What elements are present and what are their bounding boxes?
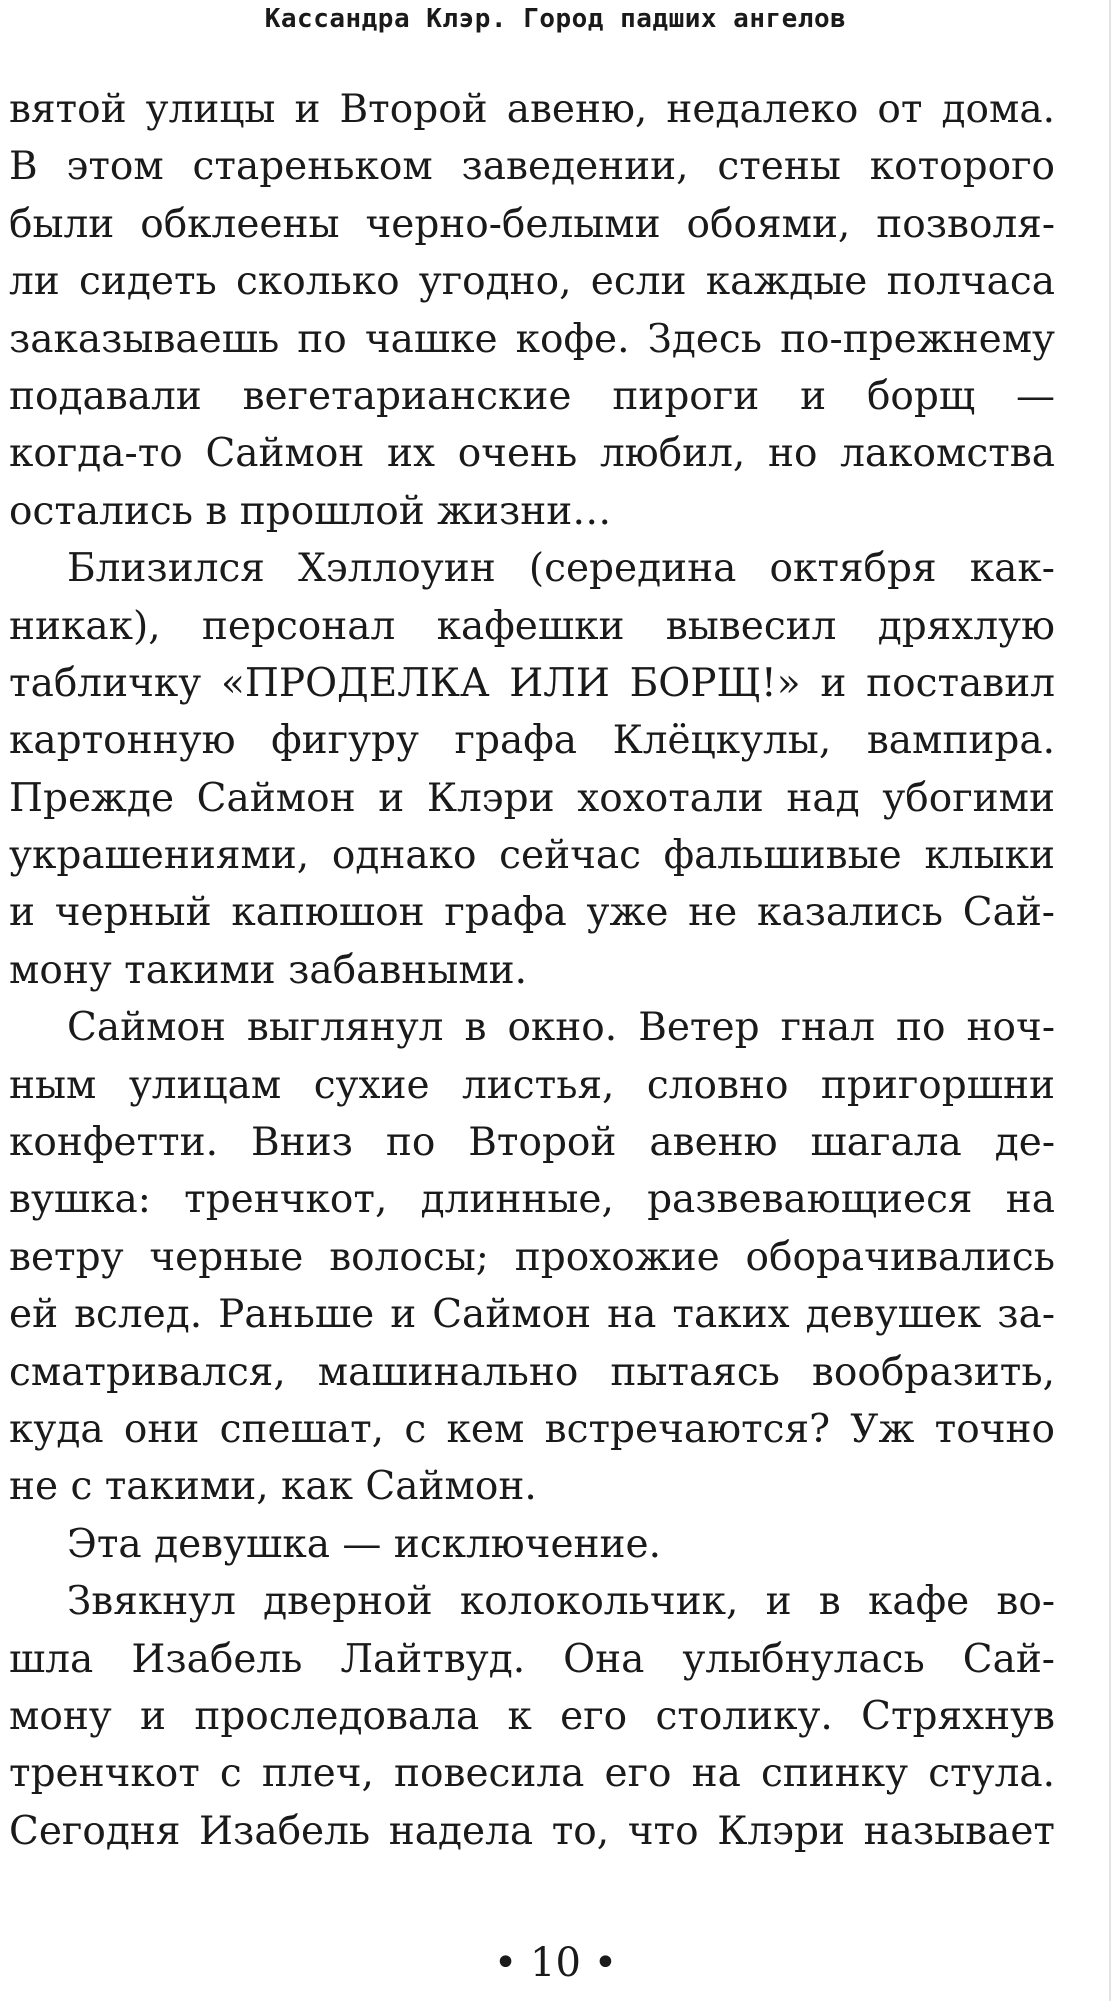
text-line: украшениями, однако сейчас фальшивые клыки (9, 833, 1055, 879)
paragraph (9, 81, 1055, 540)
text-line: и черный капюшон графа уже не казались Сай- (9, 890, 1055, 936)
text-line: тренчкот с плеч, повесила его на спинку стула. (9, 1751, 1055, 1797)
text-line: Сегодня Изабель надела то, что Клэри называет (9, 1808, 1055, 1854)
text-line: вятой улицы и Второй авеню, недалеко от дома. (9, 87, 1055, 132)
text-line: Прежде Саймон и Клэри хохотали над убогими (9, 775, 1055, 821)
text-line: мону и проследовала к его столику. Стряхнув (9, 1693, 1055, 1739)
text-line: вушка: тренчкот, длинные, развевающиеся на (9, 1177, 1055, 1223)
text-line: Звякнул дверной колокольчик, и в кафе во- (67, 1579, 1055, 1625)
text-line: В этом стареньком заведении, стены которого (9, 144, 1055, 190)
paragraph (9, 1516, 1055, 1573)
text-line: ным улицам сухие листья, словно пригоршни (9, 1062, 1055, 1108)
text-line: конфетти. Вниз по Второй авеню шагала де- (9, 1120, 1055, 1166)
text-line: куда они спешат, с кем встречаются? Уж точно (9, 1406, 1055, 1452)
text-line: шла Изабель Лайтвуд. Она улыбнулась Сай- (9, 1636, 1055, 1682)
paragraph (9, 1573, 1055, 1860)
text-line: ветру черные волосы; прохожие оборачивались (9, 1234, 1055, 1280)
text-line: остались в прошлой жизни… (9, 488, 612, 534)
text-line: табличку «ПРОДЕЛКА ИЛИ БОРЩ!» и поставил (9, 660, 1055, 706)
paragraph (9, 999, 1055, 1516)
text-line: картонную фигуру графа Клёцкулы, вампира. (9, 718, 1055, 764)
text-line: мону такими забавными. (9, 947, 528, 993)
text-line: Эта девушка — исключение. (67, 1521, 662, 1567)
body-text (9, 81, 1055, 1860)
text-line: ей вслед. Раньше и Саймон на таких девушек за- (9, 1292, 1055, 1338)
text-line: были обклеены черно-белыми обоями, позволя- (9, 201, 1055, 247)
text-line: заказываешь по чашке кофе. Здесь по-прежнему (9, 316, 1055, 362)
text-line: Близился Хэллоуин (середина октября как- (67, 546, 1055, 592)
text-line: сматривался, машинально пытаясь вообразить, (9, 1349, 1055, 1395)
text-line: не с такими, как Саймон. (9, 1464, 537, 1510)
page-number: • 10 • (493, 1940, 618, 1986)
paragraph (9, 540, 1055, 999)
text-line: подавали вегетарианские пироги и борщ — (9, 373, 1055, 419)
text-line: Саймон выглянул в окно. Ветер гнал по ноч- (67, 1005, 1055, 1051)
text-line: когда-то Саймон их очень любил, но лакомства (9, 431, 1055, 477)
text-line: ли сидеть сколько угодно, если каждые полчаса (9, 259, 1055, 305)
text-line: никак), персонал кафешки вывесил дряхлую (9, 603, 1055, 649)
running-head: Кассандра Клэр. Город падших ангелов (264, 4, 847, 34)
